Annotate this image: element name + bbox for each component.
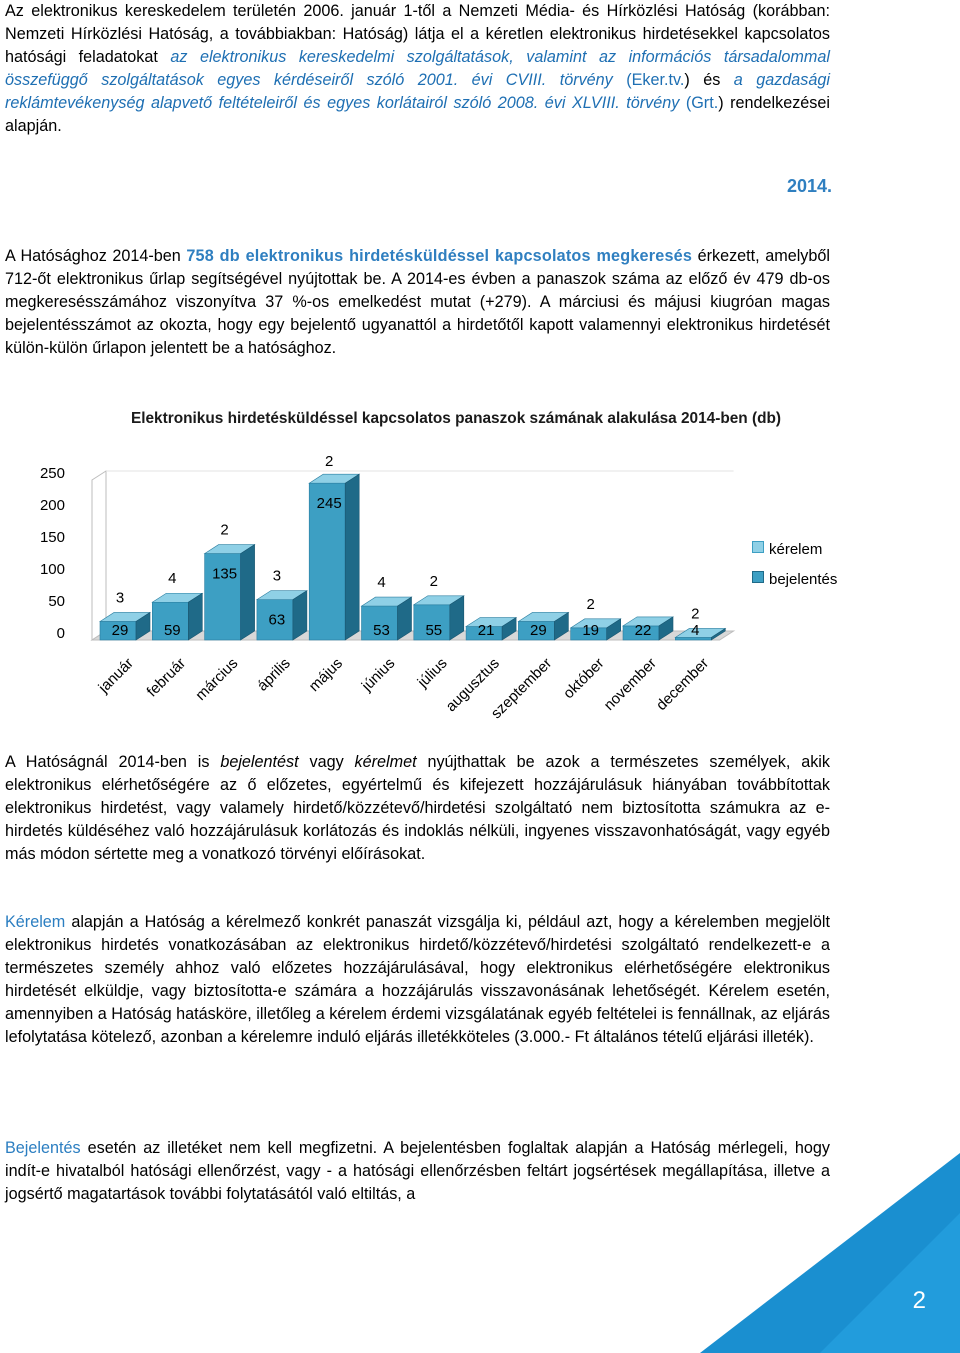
x-category-label: május bbox=[305, 654, 347, 696]
page-corner-decoration bbox=[700, 1153, 960, 1353]
bejelentes-text: esetén az illetéket nem kell megfizetni. A bejelentésben foglaltak alapján a Hatóság mérlegeli, hogy indít-e hivatalból hatósági ellenőrzést, vagy - a hatósági ellenőrzésben feltárt jogsértések megállapítása, illetve a jogsértő magatartások további folytatásától való eltiltás, a bbox=[5, 1139, 830, 1203]
data-label-bejelentes: 245 bbox=[316, 495, 342, 513]
legend-swatch-kerelem bbox=[752, 541, 764, 553]
law-abbr-grt: (Grt. bbox=[679, 93, 719, 112]
x-category-label: június bbox=[358, 654, 399, 695]
ways-term-bejelentes: bejelentést bbox=[220, 753, 299, 771]
data-label-kerelem: 3 bbox=[115, 589, 125, 607]
kerelem-paragraph bbox=[5, 911, 830, 1048]
chart-title: Elektronikus hirdetésküldéssel kapcsolatos panaszok számának alakulása 2014-ben (db) bbox=[130, 410, 782, 427]
x-category-label: március bbox=[192, 654, 242, 704]
data-label-bejelentes: 4 bbox=[691, 622, 700, 639]
bar-side bbox=[241, 545, 255, 640]
chart-side-wall bbox=[92, 471, 106, 640]
summary-highlight: 758 db elektronikus hirdetésküldéssel kapcsolatos megkeresés bbox=[186, 247, 693, 265]
x-category-label: február bbox=[143, 654, 190, 701]
x-category-label: december bbox=[652, 654, 713, 714]
chart-labels bbox=[40, 453, 712, 722]
intro-text-1: Az elektronikus kereskedelem területén 2006. január 1-től a Nemzeti Média- és Hírközlési Hatóság (korábban: Nemzeti Hírközlési Hatóság, a továbbiakban: Hatóság) látja el a kéretlen elektronikus hirdetésekkel kapcsolatos hatósági feladatokat bbox=[5, 2, 830, 66]
page-number: 2 bbox=[912, 1287, 926, 1314]
y-tick-label: 150 bbox=[39, 529, 65, 546]
x-category-label: augusztus bbox=[442, 654, 503, 716]
x-category-label: szeptember bbox=[487, 654, 556, 723]
summary-lead: A Hatósághoz 2014-ben bbox=[5, 247, 187, 265]
data-label-bejelentes: 29 bbox=[111, 622, 129, 639]
data-label-kerelem: 2 bbox=[691, 605, 700, 623]
data-label-bejelentes: 63 bbox=[268, 611, 286, 629]
data-label-kerelem: 2 bbox=[429, 572, 438, 590]
legend-swatch-bejelentes bbox=[752, 571, 764, 583]
data-label-bejelentes: 135 bbox=[212, 565, 238, 583]
x-category-label: október bbox=[560, 654, 608, 703]
law-reference-grt: a gazdasági reklámtevékenység alapvető feltételeiről és egyes korlátairól szóló 2008. évi XLVIII. törvény bbox=[5, 70, 830, 112]
data-label-bejelentes: 29 bbox=[530, 622, 547, 639]
ways-text-2: vagy bbox=[298, 753, 355, 771]
legend-label-bejelentes: bejelentés bbox=[769, 571, 838, 588]
ways-paragraph bbox=[5, 751, 830, 866]
ways-term-kerelem: kérelmet bbox=[354, 753, 417, 771]
x-category-label: november bbox=[600, 654, 660, 714]
law-reference-ekertv: az elektronikus kereskedelmi szolgáltatások, valamint az információs társadalommal összefüggő szolgáltatások egyes kérdéseiről szóló 2001. évi CVIII. törvény bbox=[5, 47, 830, 89]
law-abbr-ekertv: (Eker.tv. bbox=[612, 70, 685, 89]
kerelem-text: alapján a Hatóság a kérelmező konkrét panaszát vizsgálja ki, például azt, hogy a kérelemben megjelölt elektronikus hirdetés vonatkozásában az elektronikus hirdető/közzétevő/hirdetési szolgáltató rendelkezett-e a természetes személy ahhoz való előzetes hozzájárulásával, hogy elektronikus elérhetőségére elektronikus hirdetését elküldje, vagy biztosította-e számára a hozzájárulás visszavonásának lehetőségét. Kérelem esetén, amennyiben a Hatóság hatásköre, illetőleg a kérelem érdemi vizsgálatának egyéb feltételei is fennállnak, az eljárás lefolytatása kötelező, azonban a kérelemre induló eljárás illetékköteles (3.000.- Ft általános tételű eljárási illeték). bbox=[5, 913, 830, 1046]
kerelem-term: Kérelem bbox=[5, 913, 66, 931]
summary-paragraph bbox=[5, 245, 830, 360]
y-tick-label: 250 bbox=[39, 465, 65, 482]
y-tick-label: 100 bbox=[39, 561, 65, 578]
y-tick-label: 200 bbox=[39, 497, 65, 514]
bejelentes-term: Bejelentés bbox=[5, 1139, 81, 1157]
data-label-bejelentes: 19 bbox=[582, 622, 600, 639]
x-category-label: január bbox=[95, 654, 137, 697]
data-label-kerelem: 2 bbox=[586, 595, 595, 613]
data-label-bejelentes: 21 bbox=[477, 622, 495, 639]
x-category-label: április bbox=[253, 654, 294, 695]
legend-item-bejelentes bbox=[752, 571, 837, 588]
ways-text-3: nyújthattak be azok a természetes személyek, akik elektronikus elérhetőségére az ő előzetes, egyértelmű és kifejezett hozzájárulásuk hiányában továbbítottak elektronikus hirdetést, vagy valamely hirdető/közzétevő/hirdetési szolgáltató nem biztosította számukra az e-hirdetés küldéséhez való hozzájárulásuk korlátozás és indoklás nélküli, ingyenes visszavonhatóságát, vagy egyéb más módon sértette meg a vonatkozó törvényi előírásokat. bbox=[5, 753, 830, 863]
data-label-bejelentes: 59 bbox=[163, 622, 181, 639]
complaints-bar-chart bbox=[0, 440, 740, 740]
y-tick-label: 50 bbox=[48, 593, 65, 610]
ways-text-1: A Hatóságnál 2014-ben is bbox=[5, 753, 221, 771]
y-tick-label: 0 bbox=[56, 625, 65, 642]
intro-paragraph bbox=[5, 0, 830, 137]
data-label-bejelentes: 55 bbox=[425, 622, 443, 639]
summary-rest: érkezett, amelyből 712-őt elektronikus űrlap segítségével nyújtottak be. A 2014-es évben a panaszok száma az előző év 479 db-os megkeresésszámához viszonyítva 37 %-os emelkedést mutat (+279). A márciusi és májusi kiugróan magas bejelentésszámot az okozta, hogy egy bejelentő ugyanattól a hirdetőtől kapott valamennyi elektronikus hirdetését külön-külön űrlapon jelentett be a hatósághoz. bbox=[5, 247, 830, 357]
x-category-label: július bbox=[414, 654, 451, 692]
data-label-kerelem: 2 bbox=[325, 453, 334, 470]
year-heading: 2014. bbox=[786, 176, 832, 196]
chart-bars bbox=[100, 474, 725, 640]
bar-side bbox=[293, 591, 307, 640]
data-label-kerelem: 4 bbox=[377, 574, 386, 592]
legend-label-kerelem: kérelem bbox=[769, 541, 823, 558]
data-label-kerelem: 4 bbox=[168, 570, 177, 588]
bar-side bbox=[345, 474, 359, 640]
data-label-bejelentes: 22 bbox=[634, 622, 652, 639]
legend-item-kerelem bbox=[752, 541, 822, 558]
data-label-kerelem: 2 bbox=[220, 521, 229, 539]
intro-text-2: ) és bbox=[684, 70, 734, 89]
data-label-kerelem: 3 bbox=[272, 567, 282, 585]
intro-text-3: ) rendelkezései alapján. bbox=[5, 93, 830, 135]
data-label-bejelentes: 53 bbox=[373, 622, 390, 639]
